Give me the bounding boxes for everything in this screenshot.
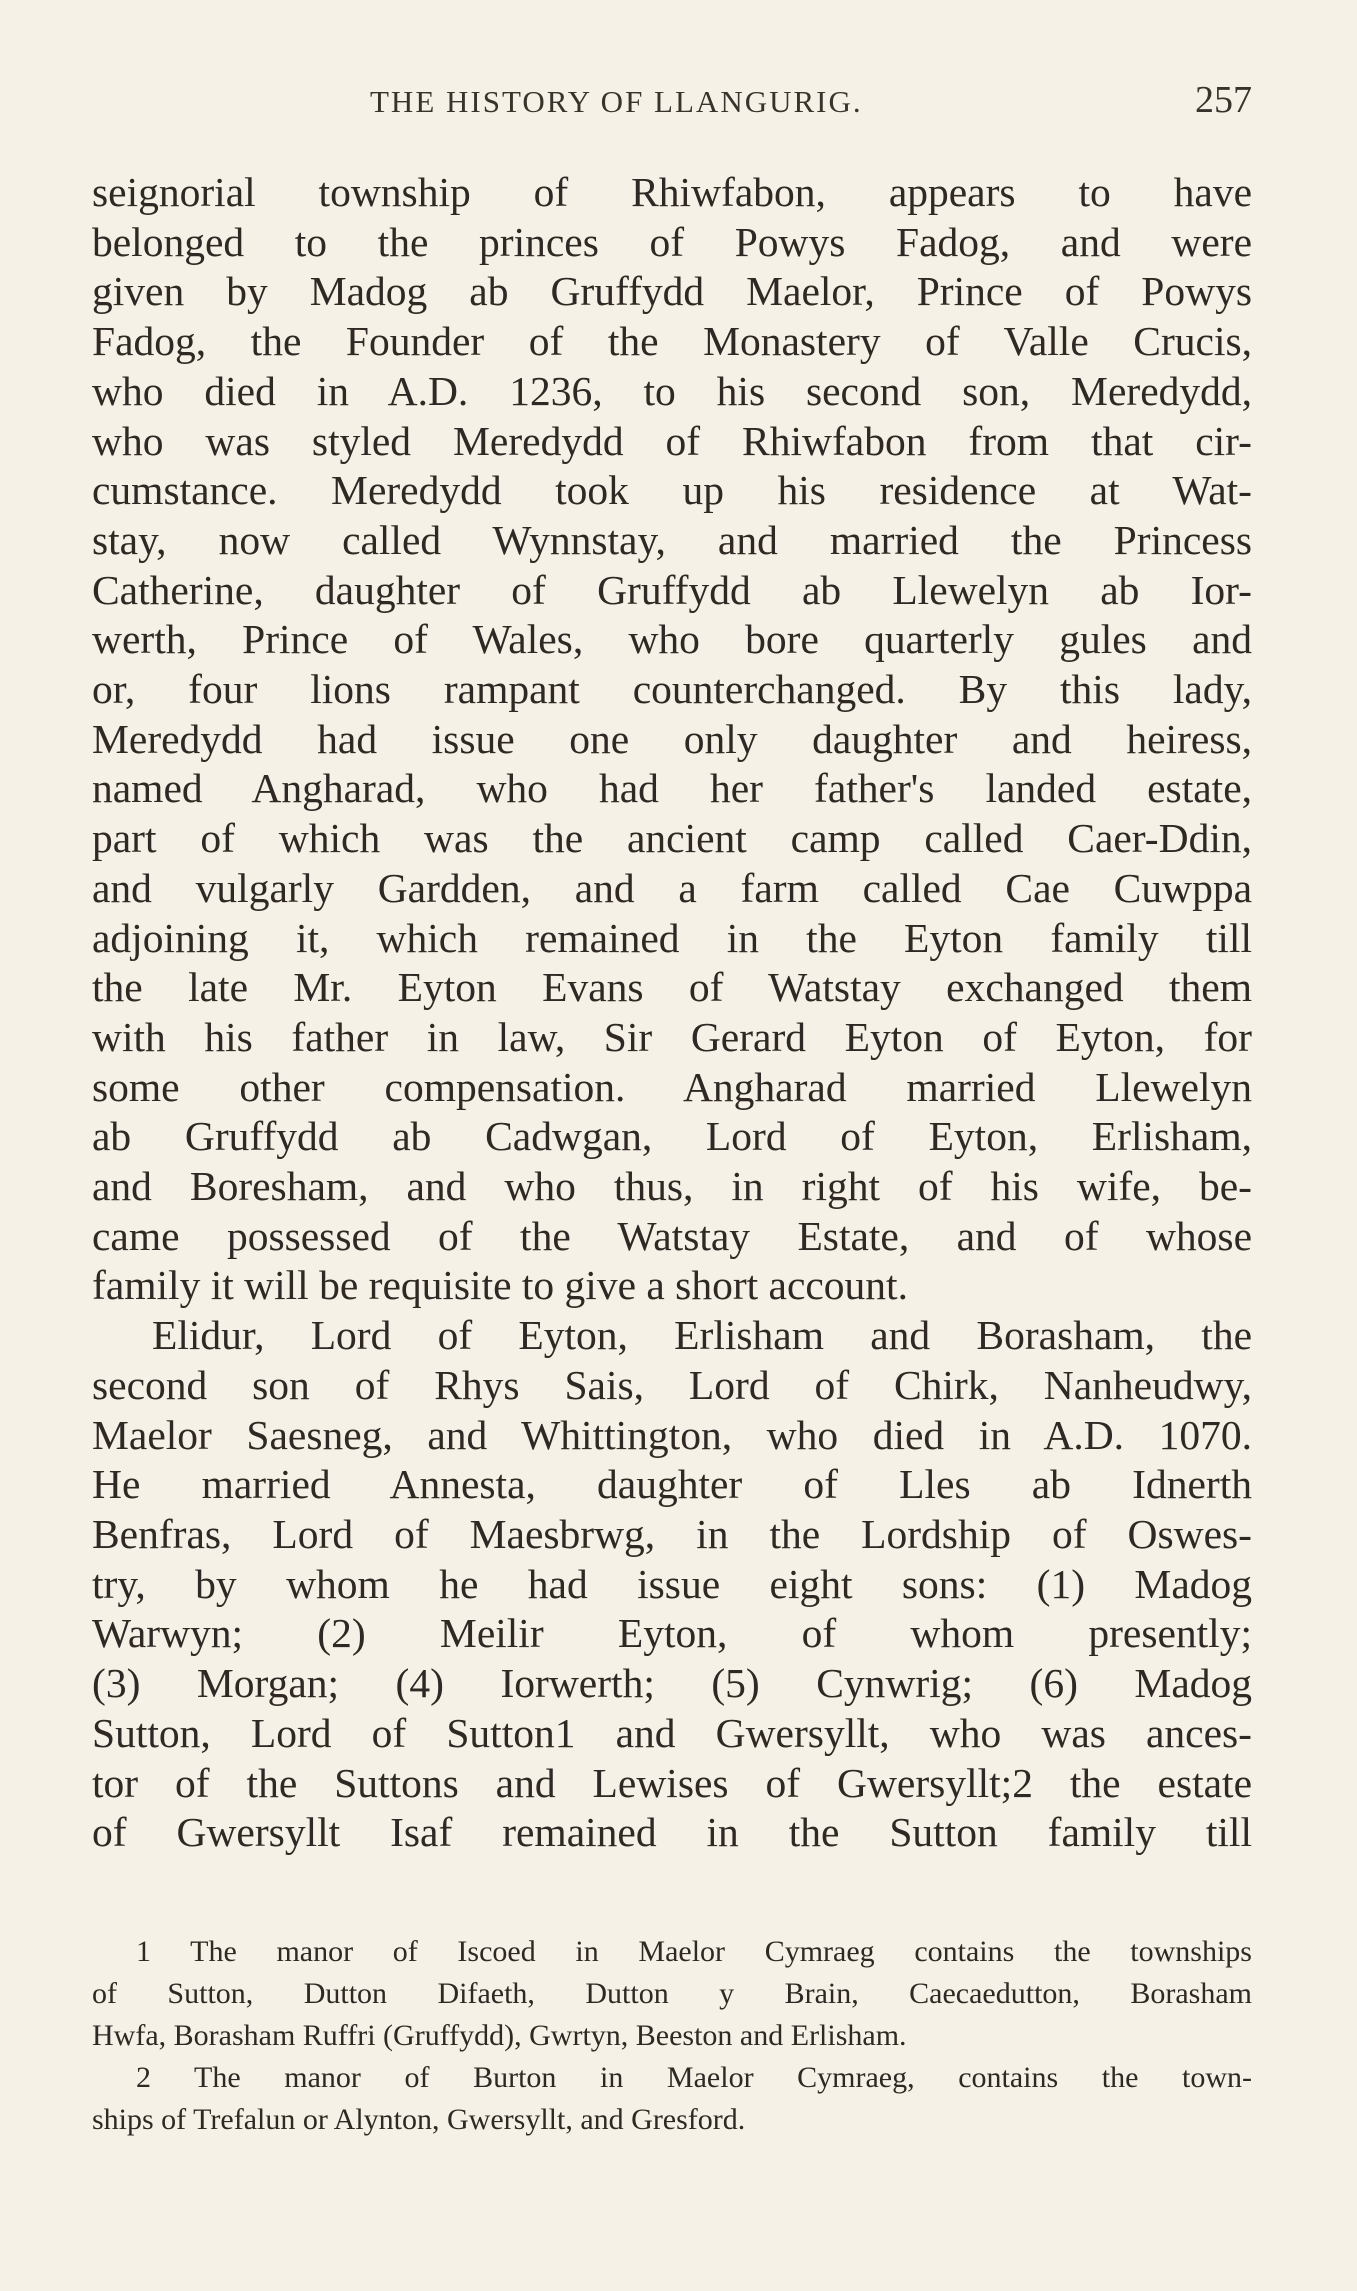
- text-line: of Gwersyllt Isaf remained in the Sutton family till: [92, 1809, 1252, 1856]
- text-line: (3) Morgan; (4) Iorwerth; (5) Cynwrig; (6) Madog: [92, 1660, 1252, 1707]
- running-head: [92, 78, 1252, 134]
- text-line: Meredydd had issue one only daughter and heiress,: [92, 715, 1252, 762]
- text-line: Sutton, Lord of Sutton1 and Gwersyllt, who was ances-: [92, 1709, 1252, 1756]
- text-line: some other compensation. Angharad married Llewelyn: [92, 1063, 1252, 1110]
- text-line: try, by whom he had issue eight sons: (1) Madog: [92, 1560, 1252, 1607]
- text-line: second son of Rhys Sais, Lord of Chirk, Nanheudwy,: [92, 1361, 1252, 1408]
- text-line: Maelor Saesneg, and Whittington, who died in A.D. 1070.: [92, 1411, 1252, 1458]
- text-line: or, four lions rampant counterchanged. By this lady,: [92, 666, 1252, 713]
- text-line: who died in A.D. 1236, to his second son, Meredydd,: [92, 367, 1252, 414]
- footnote-line: 1 The manor of Iscoed in Maelor Cymraeg contains the townships: [136, 1935, 1252, 1968]
- footnote-line: 2 The manor of Burton in Maelor Cymraeg, contains the town-: [136, 2061, 1252, 2094]
- text-line: came possessed of the Watstay Estate, and of whose: [92, 1212, 1252, 1259]
- text-line: and vulgarly Gardden, and a farm called Cae Cuwppa: [92, 864, 1252, 911]
- text-line: Elidur, Lord of Eyton, Erlisham and Borasham, the: [152, 1312, 1252, 1359]
- text-line: adjoining it, which remained in the Eyton family till: [92, 914, 1252, 961]
- running-title: THE HISTORY OF LLANGURIG.: [370, 84, 863, 119]
- footnote-line: Hwfa, Borasham Ruffri (Gruffydd), Gwrtyn, Beeston and Erlisham.: [92, 2019, 907, 2052]
- text-line: cumstance. Meredydd took up his residence at Wat-: [92, 467, 1252, 514]
- text-line: part of which was the ancient camp called Caer-Ddin,: [92, 815, 1252, 862]
- text-line: seignorial township of Rhiwfabon, appears to have: [92, 169, 1252, 215]
- text-line: Warwyn; (2) Meilir Eyton, of whom presently;: [92, 1610, 1252, 1657]
- text-line: belonged to the princes of Powys Fadog, and were: [92, 218, 1252, 265]
- footnote-line: ships of Trefalun or Alynton, Gwersyllt, and Gresford.: [92, 2103, 746, 2136]
- text-line: who was styled Meredydd of Rhiwfabon from that cir-: [92, 417, 1252, 464]
- text-line: Benfras, Lord of Maesbrwg, in the Lordship of Oswes-: [92, 1510, 1252, 1557]
- text-line: given by Madog ab Gruffydd Maelor, Prince of Powys: [92, 268, 1252, 315]
- text-line: werth, Prince of Wales, who bore quarterly gules and: [92, 616, 1252, 663]
- text-line: He married Annesta, daughter of Lles ab Idnerth: [92, 1461, 1252, 1508]
- page-number: 257: [1195, 79, 1252, 121]
- footnotes: [92, 1931, 1252, 2141]
- text-line: the late Mr. Eyton Evans of Watstay exchanged them: [92, 964, 1252, 1011]
- text-line: and Boresham, and who thus, in right of his wife, be-: [92, 1163, 1252, 1210]
- text-line: Fadog, the Founder of the Monastery of Valle Crucis,: [92, 318, 1252, 365]
- text-line: ab Gruffydd ab Cadwgan, Lord of Eyton, Erlisham,: [92, 1113, 1252, 1160]
- text-line: family it will be requisite to give a short account.: [92, 1262, 908, 1309]
- text-line: with his father in law, Sir Gerard Eyton of Eyton, for: [92, 1013, 1252, 1060]
- text-line: named Angharad, who had her father's landed estate,: [92, 765, 1252, 812]
- body-text: [92, 168, 1252, 1858]
- text-line: stay, now called Wynnstay, and married the Princess: [92, 516, 1252, 563]
- footnote-line: of Sutton, Dutton Difaeth, Dutton y Brain, Caecaedutton, Borasham: [92, 1977, 1252, 2010]
- text-line: tor of the Suttons and Lewises of Gwersyllt;2 the estate: [92, 1759, 1252, 1806]
- text-line: Catherine, daughter of Gruffydd ab Llewelyn ab Ior-: [92, 566, 1252, 613]
